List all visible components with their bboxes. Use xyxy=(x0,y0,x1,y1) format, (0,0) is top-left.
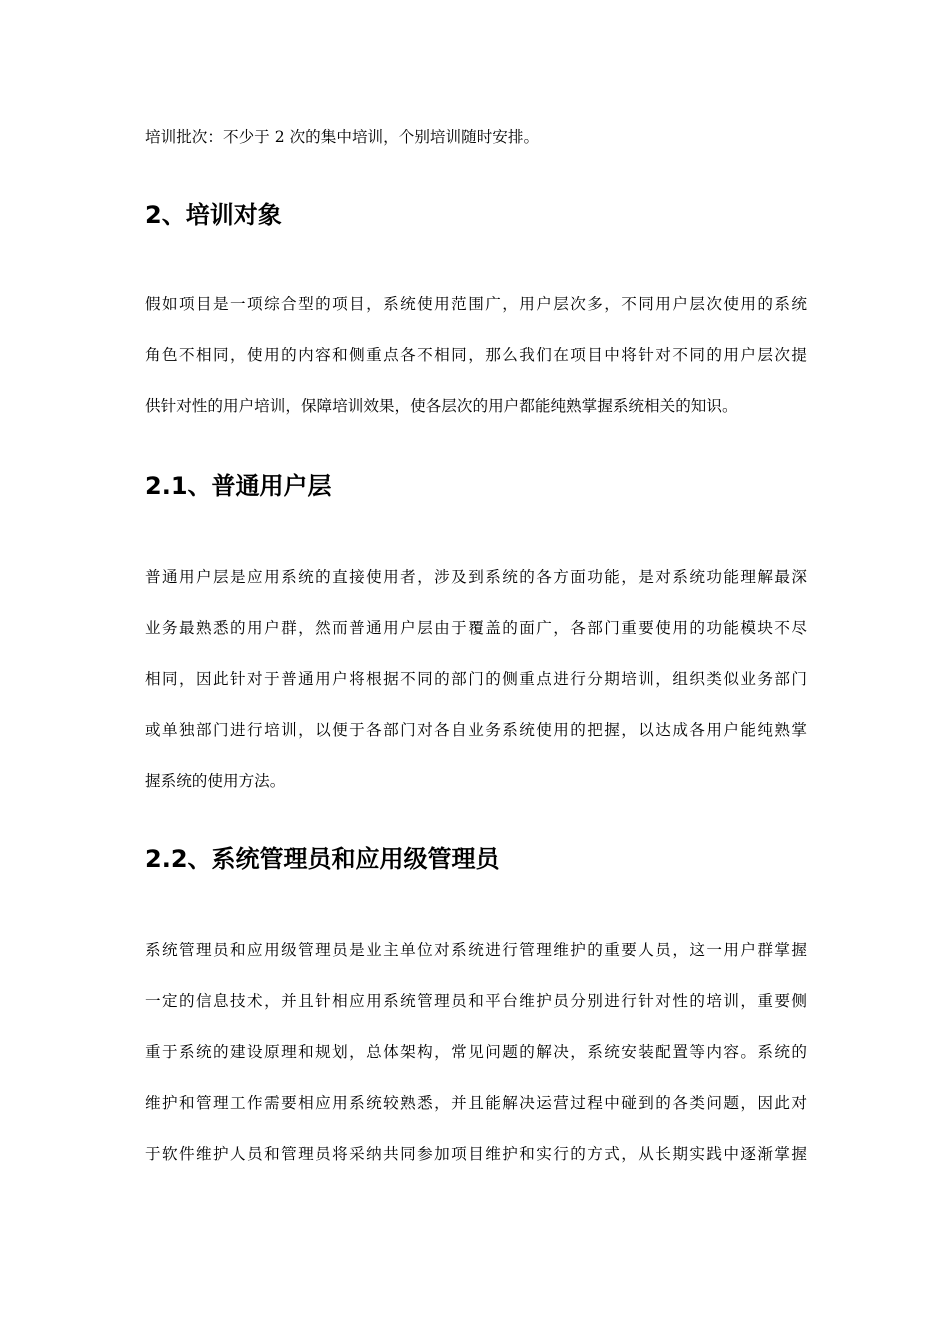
paragraph-line: 供针对性的用户培训，保障培训效果，使各层次的用户都能纯熟掌握系统相关的知识。 xyxy=(145,397,738,415)
paragraph-line: 一定的信息技术，并且针相应用系统管理员和平台维护员分别进行针对性的培训，重要侧 xyxy=(145,992,807,1010)
paragraph-line: 角色不相同，使用的内容和侧重点各不相同，那么我们在项目中将针对不同的用户层次提 xyxy=(145,346,807,364)
paragraph-line: 或单独部门进行培训，以便于各部门对各自业务系统使用的把握，以达成各用户能纯熟掌 xyxy=(145,721,807,739)
paragraph-line: 于软件维护人员和管理员将采纳共同参加项目维护和实行的方式，从长期实践中逐渐掌握 xyxy=(145,1145,807,1163)
paragraph-line: 系统管理员和应用级管理员是业主单位对系统进行管理维护的重要人员，这一用户群掌握 xyxy=(145,941,807,959)
section-heading-system-admins: 2.2、系统管理员和应用级管理员 xyxy=(145,845,500,873)
section-heading-training-targets: 2、培训对象 xyxy=(145,201,282,229)
training-batch-line: 培训批次：不少于 2 次的集中培训，个别培训随时安排。 xyxy=(145,128,540,146)
paragraph-line: 维护和管理工作需要相应用系统较熟悉，并且能解决运营过程中碰到的各类问题，因此对 xyxy=(145,1094,807,1112)
section-heading-regular-users: 2.1、普通用户层 xyxy=(145,472,332,500)
paragraph-line: 握系统的使用方法。 xyxy=(145,772,286,790)
paragraph-line: 假如项目是一项综合型的项目，系统使用范围广，用户层次多，不同用户层次使用的系统 xyxy=(145,295,807,313)
paragraph-line: 普通用户层是应用系统的直接使用者，涉及到系统的各方面功能，是对系统功能理解最深 xyxy=(145,568,807,586)
paragraph-line: 相同，因此针对于普通用户将根据不同的部门的侧重点进行分期培训，组织类似业务部门 xyxy=(145,670,807,688)
paragraph-line: 业务最熟悉的用户群，然而普通用户层由于覆盖的面广，各部门重要使用的功能模块不尽 xyxy=(145,619,807,637)
paragraph-line: 重于系统的建设原理和规划，总体架构，常见问题的解决，系统安装配置等内容。系统的 xyxy=(145,1043,807,1061)
